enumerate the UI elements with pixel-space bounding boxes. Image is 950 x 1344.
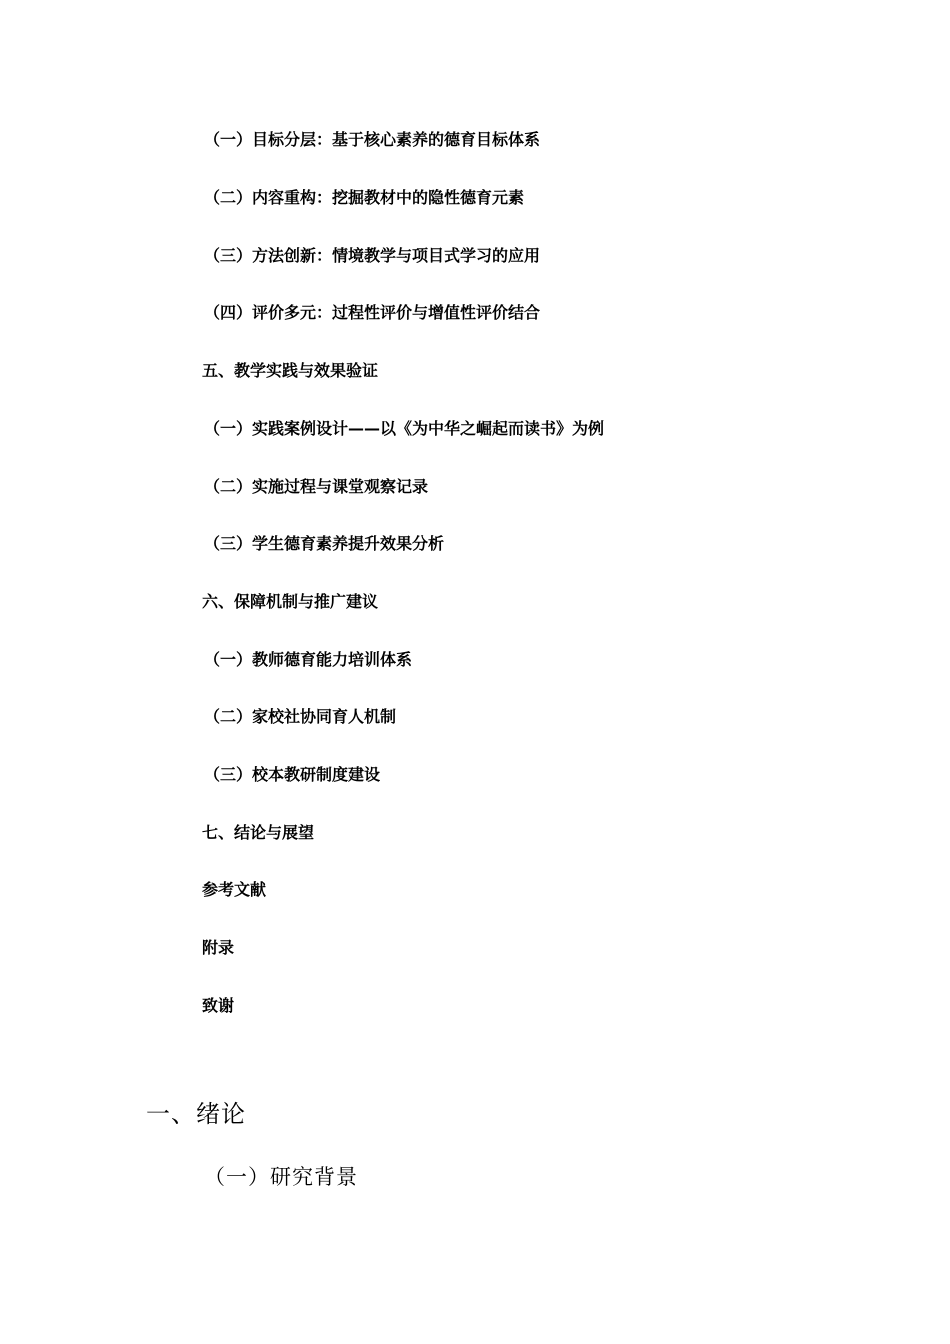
toc-entry: 致谢 — [202, 996, 235, 1015]
toc-entry: 五、教学实践与效果验证 — [202, 361, 379, 380]
toc-entry: （四）评价多元：过程性评价与增值性评价结合 — [204, 303, 541, 322]
toc-entry: （二）实施过程与课堂观察记录 — [204, 477, 429, 496]
toc-entry: （一）实践案例设计——以《为中华之崛起而读书》为例 — [204, 419, 605, 438]
section-heading: （一）研究背景 — [204, 1165, 358, 1189]
toc-entry: （三）方法创新：情境教学与项目式学习的应用 — [204, 246, 541, 265]
toc-entry: （二）内容重构：挖掘教材中的隐性德育元素 — [204, 188, 525, 207]
toc-entry: 六、保障机制与推广建议 — [202, 592, 379, 611]
chapter-heading: 一、绪论 — [146, 1100, 246, 1128]
toc-entry: （三）学生德育素养提升效果分析 — [204, 534, 445, 553]
toc-entry: 附录 — [202, 938, 235, 957]
toc-entry: 参考文献 — [202, 880, 267, 899]
toc-entry: （二）家校社协同育人机制 — [204, 707, 397, 726]
toc-entry: （三）校本教研制度建设 — [204, 765, 381, 784]
toc-entry: （一）目标分层：基于核心素养的德育目标体系 — [204, 130, 541, 149]
toc-entry: 七、结论与展望 — [202, 823, 315, 842]
toc-entry: （一）教师德育能力培训体系 — [204, 650, 413, 669]
